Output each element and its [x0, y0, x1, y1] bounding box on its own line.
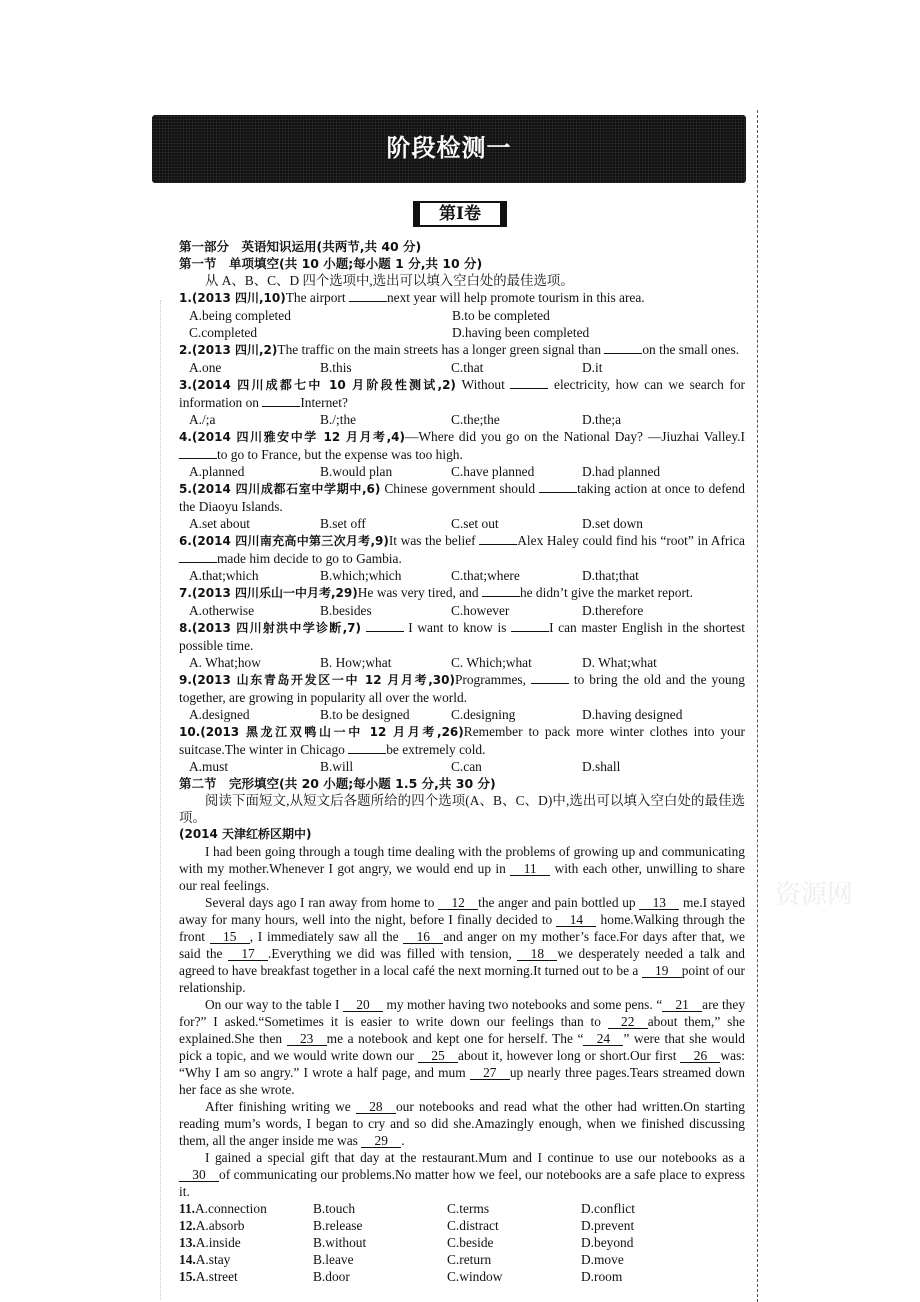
option[interactable]: B.will — [320, 759, 354, 774]
volume-label: 第Ⅰ卷 — [413, 201, 507, 227]
numbered-blank: 16 — [403, 930, 443, 944]
question-number: 5. — [179, 482, 192, 496]
passage-paragraph — [179, 996, 745, 1098]
option-number: 14. — [179, 1252, 196, 1267]
option-text: C.terms — [447, 1201, 490, 1216]
question-source: (2013 黑龙江双鸭山一中 12 月月考,26) — [200, 725, 464, 739]
option-text: D.room — [581, 1269, 623, 1284]
option[interactable] — [179, 1234, 313, 1251]
option[interactable]: C.completed — [189, 325, 258, 340]
question-item — [179, 480, 745, 515]
numbered-blank: 29 — [361, 1134, 401, 1148]
question-text: Programmes, — [454, 672, 531, 687]
options-row — [179, 602, 745, 619]
option[interactable]: A.designed — [189, 707, 250, 722]
passage-text: our notebooks and read what the other had written.On starting reading mum’s words, I began to cry and so did she.Amazingly enough, when we finished discussing them, all the anger inside me was — [179, 1099, 745, 1148]
option[interactable]: D.having been completed — [452, 325, 590, 340]
passage-text: my mother having two notebooks and some pens. “ — [382, 997, 663, 1012]
passage-text: the anger and pain bottled up — [478, 895, 640, 910]
option[interactable]: C. Which;what — [451, 655, 532, 670]
option[interactable] — [581, 1251, 745, 1268]
option-text: B.leave — [313, 1252, 354, 1267]
option-text: B.release — [313, 1218, 363, 1233]
options-row — [179, 515, 745, 532]
question-text: made him decide to go to Gambia. — [217, 551, 402, 566]
option[interactable] — [447, 1234, 581, 1251]
numbered-blank: 15 — [210, 930, 250, 944]
option[interactable]: B.set off — [320, 516, 366, 531]
option[interactable]: C.can — [451, 759, 482, 774]
option[interactable] — [581, 1217, 745, 1234]
option[interactable] — [313, 1268, 447, 1285]
answer-blank — [510, 377, 548, 389]
passage-text: Several days ago I ran away from home to — [205, 895, 439, 910]
option[interactable]: C.that — [451, 360, 484, 375]
question-item — [179, 376, 745, 411]
question-number: 1. — [179, 291, 192, 305]
question-source: (2014 四川成都石室中学期中,6) — [191, 482, 381, 496]
part-title: 第一部分 英语知识运用(共两节,共 40 分) — [179, 239, 422, 254]
option[interactable]: D.having designed — [582, 707, 683, 722]
question-text: be extremely cold. — [386, 742, 486, 757]
option[interactable]: A.otherwise — [189, 603, 255, 618]
option[interactable] — [179, 1251, 313, 1268]
option-text: C.distract — [447, 1218, 499, 1233]
question-text: Remember to pack more winter clothes into your suitcase.The winter in Chicago — [179, 724, 746, 757]
option-text: C.return — [447, 1252, 492, 1267]
numbered-blank: 13 — [639, 896, 679, 910]
option[interactable]: C.the;the — [451, 412, 500, 427]
option-text: A.connection — [195, 1201, 267, 1216]
numbered-blank: 26 — [680, 1049, 720, 1063]
option-text: A.street — [195, 1269, 238, 1284]
question-text: Without — [455, 377, 511, 392]
option-text: C.beside — [447, 1235, 494, 1250]
numbered-blank: 27 — [470, 1066, 510, 1080]
question-text: The airport — [285, 290, 349, 305]
option[interactable]: D.shall — [582, 759, 621, 774]
option[interactable] — [581, 1200, 745, 1217]
option-text: A.absorb — [195, 1218, 245, 1233]
options-row — [179, 463, 745, 480]
passage-text: and anger on my mother’s face.For days after that, we said the — [179, 929, 745, 961]
option[interactable] — [313, 1234, 447, 1251]
numbered-blank: 28 — [356, 1100, 396, 1114]
option[interactable]: D. What;what — [582, 655, 657, 670]
question-list — [179, 289, 745, 775]
question-source: (2014 四川南充高中第三次月考,9) — [191, 534, 389, 548]
section1-instruction: 从 A、B、C、D 四个选项中,选出可以填入空白处的最佳选项。 — [205, 273, 574, 288]
answer-blank — [604, 342, 642, 354]
question-text: He was very tired, and — [357, 585, 482, 600]
option[interactable]: A.planned — [189, 464, 245, 479]
option[interactable]: B.besides — [320, 603, 372, 618]
question-source: (2013 山东青岛开发区一中 12 月月考,30) — [191, 673, 455, 687]
numbered-blank: 20 — [343, 998, 383, 1012]
options-row — [179, 307, 745, 324]
option-text: D.conflict — [581, 1201, 635, 1216]
question-source: (2013 四川乐山一中月考,29) — [191, 586, 358, 600]
question-source: (2014 四川雅安中学 12 月月考,4) — [191, 430, 405, 444]
option[interactable]: C.set out — [451, 516, 499, 531]
question-text: Alex Haley could find his “root” in Africa — [517, 533, 745, 548]
answer-blank — [348, 742, 386, 754]
passage-text: are they for?” I asked.“Sometimes it is easier to write down our feelings than to — [179, 997, 746, 1029]
option-text: D.beyond — [581, 1235, 634, 1250]
numbered-blank: 19 — [642, 964, 682, 978]
question-item — [179, 532, 745, 567]
option[interactable]: C.however — [451, 603, 510, 618]
option-text: C.window — [447, 1269, 503, 1284]
question-number: 8. — [179, 621, 192, 635]
option[interactable]: B.to be completed — [452, 308, 550, 323]
option-number: 13. — [179, 1235, 196, 1250]
question-number: 10. — [179, 725, 201, 739]
question-text: to go to France, but the expense was too high. — [217, 447, 463, 462]
option-number: 12. — [179, 1218, 196, 1233]
passage-text: about them,” she explained.She then — [179, 1014, 745, 1046]
numbered-blank: 18 — [517, 947, 557, 961]
options-row — [179, 654, 745, 671]
passage-text: about it, however long or short.Our first — [458, 1048, 681, 1063]
watermark: 资源网 — [775, 880, 854, 910]
option[interactable]: B./;the — [320, 412, 357, 427]
passage-paragraph — [179, 1098, 745, 1149]
option-number: 15. — [179, 1269, 196, 1284]
question-number: 7. — [179, 586, 192, 600]
cloze-option-row — [179, 1200, 745, 1217]
answer-blank — [539, 481, 577, 493]
option[interactable] — [581, 1268, 745, 1285]
option[interactable]: D.it — [582, 360, 603, 375]
option[interactable] — [581, 1234, 745, 1251]
answer-blank — [479, 533, 517, 545]
option[interactable]: A./;a — [189, 412, 216, 427]
question-text: It was the belief — [388, 533, 480, 548]
passage-text: was: “Why I am so angry.” I wrote a half page, and mum — [179, 1048, 746, 1080]
question-number: 6. — [179, 534, 192, 548]
option[interactable] — [447, 1217, 581, 1234]
passage-text: , I immediately saw all the — [249, 929, 404, 944]
option-text: B.touch — [313, 1201, 356, 1216]
option[interactable]: A.set about — [189, 516, 250, 531]
option[interactable]: D.that;that — [582, 568, 639, 583]
option[interactable] — [179, 1268, 313, 1285]
option[interactable]: B.this — [320, 360, 352, 375]
numbered-blank: 17 — [228, 947, 268, 961]
numbered-blank: 24 — [583, 1032, 623, 1046]
question-source: (2013 四川射洪中学诊断,7) — [191, 621, 361, 635]
option[interactable] — [313, 1217, 447, 1234]
option[interactable] — [179, 1200, 313, 1217]
option[interactable] — [179, 1217, 313, 1234]
question-text: next year will help promote tourism in this area. — [386, 290, 645, 305]
options-row — [179, 706, 745, 723]
question-item — [179, 428, 745, 463]
passage-text: we desperately needed a talk and agreed to have breakfast together in a local café the next morning.It turned out to be a — [179, 946, 745, 978]
question-item — [179, 341, 745, 359]
option[interactable] — [447, 1268, 581, 1285]
options-row — [179, 359, 745, 376]
cloze-passage — [179, 843, 745, 1200]
passage-source: (2014 天津红桥区期中) — [179, 827, 312, 841]
option[interactable]: B.which;which — [320, 568, 402, 583]
answer-blank — [179, 551, 217, 563]
question-text: I want to know is — [403, 620, 512, 635]
option[interactable]: D.had planned — [582, 464, 661, 479]
document-body — [179, 238, 745, 1285]
passage-paragraph — [179, 843, 745, 894]
passage-text: I had been going through a tough time dealing with the problems of growing up and communicating with my mother.Whenever I got angry, we would end up in — [179, 844, 745, 876]
options-row — [179, 324, 745, 341]
passage-paragraph — [179, 894, 745, 996]
answer-blank — [511, 620, 549, 632]
question-text: taking action at once to defend the Diaoyu Islands. — [179, 481, 745, 514]
passage-text: with each other, unwilling to share our real feelings. — [179, 861, 745, 893]
option[interactable]: D.therefore — [582, 603, 644, 618]
option-text: B.without — [313, 1235, 367, 1250]
passage-text: point of our relationship. — [179, 963, 745, 995]
option[interactable]: A. What;how — [189, 655, 261, 670]
option[interactable]: C.designing — [451, 707, 516, 722]
option[interactable] — [313, 1200, 447, 1217]
passage-text: I gained a special gift that day at the restaurant.Mum and I continue to use our notebooks as a — [205, 1150, 745, 1165]
question-text: he didn’t give the market report. — [519, 585, 693, 600]
question-source: (2013 四川,10) — [191, 291, 286, 305]
option-text: D.prevent — [581, 1218, 635, 1233]
section1-title: 第一节 单项填空(共 10 小题;每小题 1 分,共 10 分) — [179, 256, 483, 271]
option[interactable]: A.being completed — [189, 308, 291, 323]
option-text: A.inside — [195, 1235, 241, 1250]
question-number: 2. — [179, 343, 192, 357]
question-text: I can master English in the shortest possible time. — [179, 620, 745, 653]
question-item — [179, 584, 745, 602]
question-text: to bring the old and the young together, are growing in popularity all over the world. — [179, 672, 745, 705]
answer-blank — [179, 447, 217, 459]
cloze-options — [179, 1200, 745, 1285]
question-text: The traffic on the main streets has a longer green signal than — [277, 342, 605, 357]
numbered-blank: 23 — [287, 1032, 327, 1046]
option-text: A.stay — [195, 1252, 231, 1267]
cloze-option-row — [179, 1234, 745, 1251]
options-row — [179, 567, 745, 584]
option-number: 11. — [179, 1201, 195, 1216]
passage-text: .Everything we did was filled with tension, — [268, 946, 518, 961]
option[interactable]: D.the;a — [582, 412, 622, 427]
cut-line-right — [757, 110, 758, 1302]
numbered-blank: 11 — [510, 862, 550, 876]
question-item — [179, 671, 745, 706]
numbered-blank: 25 — [418, 1049, 458, 1063]
passage-text: After finishing writing we — [205, 1099, 356, 1114]
option[interactable]: D.set down — [582, 516, 643, 531]
passage-paragraph — [179, 1149, 745, 1200]
question-text: Internet? — [300, 395, 348, 410]
numbered-blank: 22 — [608, 1015, 648, 1029]
question-number: 4. — [179, 430, 192, 444]
numbered-blank: 30 — [179, 1168, 219, 1182]
option[interactable]: C.have planned — [451, 464, 535, 479]
section2-title: 第二节 完形填空(共 20 小题;每小题 1.5 分,共 30 分) — [179, 776, 496, 791]
title-banner — [152, 115, 746, 183]
option-text: D.move — [581, 1252, 624, 1267]
cloze-option-row — [179, 1268, 745, 1285]
page-title: 阶段检测一 — [386, 133, 512, 162]
margin-guide-left — [160, 300, 161, 1300]
numbered-blank: 14 — [556, 913, 596, 927]
cloze-option-row — [179, 1251, 745, 1268]
question-text: —Where did you go on the National Day? —Jiuzhai Valley.I — [404, 429, 745, 444]
option[interactable]: A.that;which — [189, 568, 259, 583]
option[interactable] — [447, 1200, 581, 1217]
option[interactable]: B. How;what — [320, 655, 392, 670]
passage-text: me.I stayed away for many hours, well into the night, before I finally decided to — [179, 895, 746, 927]
option[interactable]: A.must — [189, 759, 229, 774]
option[interactable]: C.that;where — [451, 568, 520, 583]
passage-text: of communicating our problems.No matter how we feel, our notebooks are a safe place to express it. — [179, 1167, 745, 1199]
question-item — [179, 723, 745, 758]
options-row — [179, 758, 745, 775]
numbered-blank: 12 — [438, 896, 478, 910]
question-number: 3. — [179, 378, 192, 392]
question-source: (2013 四川,2) — [191, 343, 278, 357]
passage-text: . — [401, 1133, 405, 1148]
question-source: (2014 四川成都七中 10 月阶段性测试,2) — [191, 378, 456, 392]
question-number: 9. — [179, 673, 192, 687]
option[interactable]: B.would plan — [320, 464, 393, 479]
answer-blank — [531, 672, 569, 684]
answer-blank — [482, 585, 520, 597]
option[interactable]: A.one — [189, 360, 222, 375]
options-row — [179, 411, 745, 428]
question-text: Chinese government should — [380, 481, 540, 496]
passage-text: me a notebook and kept one for herself. The “ — [326, 1031, 584, 1046]
option[interactable] — [447, 1251, 581, 1268]
question-item — [179, 289, 745, 307]
cloze-option-row — [179, 1217, 745, 1234]
numbered-blank: 21 — [662, 998, 702, 1012]
question-item — [179, 619, 745, 654]
answer-blank — [262, 395, 300, 407]
option[interactable] — [313, 1251, 447, 1268]
question-text: on the small ones. — [642, 342, 740, 357]
section2-instruction: 阅读下面短文,从短文后各题所给的四个选项(A、B、C、D)中,选出可以填入空白处的最佳选项。 — [179, 793, 745, 825]
passage-text: up nearly three pages.Tears streamed down her face as she wrote. — [179, 1065, 745, 1097]
question-text: electricity, how can we search for information on — [179, 377, 745, 410]
option[interactable]: B.to be designed — [320, 707, 410, 722]
answer-blank — [349, 290, 387, 302]
answer-blank — [366, 620, 404, 632]
passage-text: home.Walking through the front — [179, 912, 745, 944]
option-text: B.door — [313, 1269, 350, 1284]
passage-text: On our way to the table I — [205, 997, 343, 1012]
passage-text: ” were that she would pick a topic, and we would write down our — [179, 1031, 745, 1063]
